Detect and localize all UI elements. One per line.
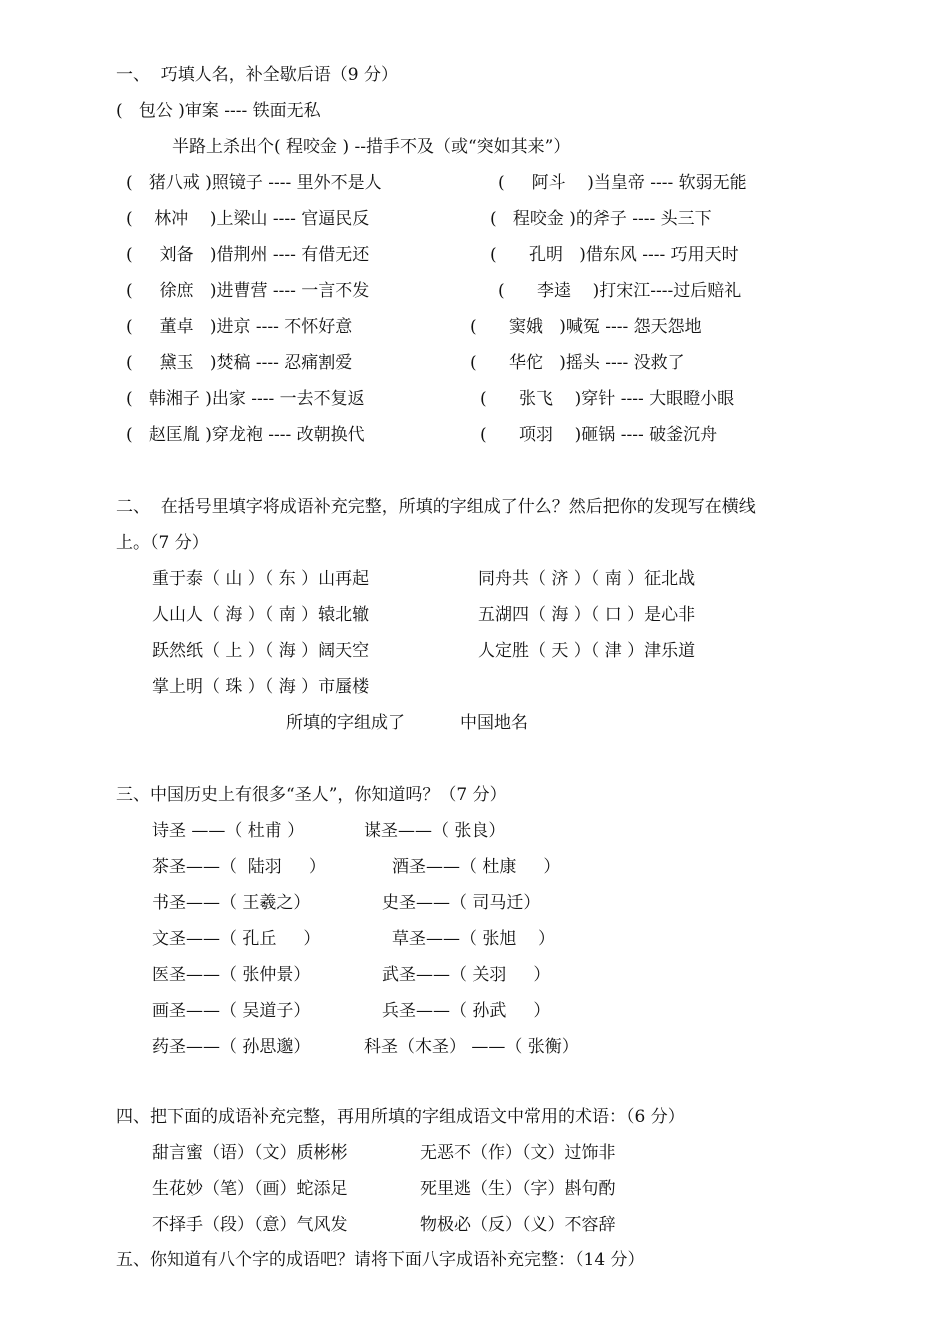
s3-row-1-right: 谋圣——（ 张良） <box>364 821 506 841</box>
s3-row-7-left: 药圣——（ 孙思邈） <box>152 1037 311 1057</box>
s3-row-3-left: 书圣——（ 王羲之） <box>152 893 311 913</box>
s3-row-6-right: 兵圣——（ 孙武 ） <box>382 1001 551 1021</box>
s3-row-6-left: 画圣——（ 吴道子） <box>152 1001 311 1021</box>
s2-row-2-right: 五湖四（ 海 ）（ 口 ）是心非 <box>478 605 696 625</box>
s3-row-5-right: 武圣——（ 关羽 ） <box>382 965 551 985</box>
s2-row-4-left: 掌上明（ 珠 ）（ 海 ）市蜃楼 <box>152 677 370 697</box>
s1-row-4-right: ( 李逵 )打宋江----过后赔礼 <box>498 281 742 301</box>
s1-row-1-left: ( 猪八戒 )照镜子 ---- 里外不是人 <box>126 173 382 193</box>
s1-row-2-left: ( 林冲 )上梁山 ---- 官逼民反 <box>126 209 370 229</box>
s1-row-5-right: ( 窦娥 )喊冤 ---- 怨天怨地 <box>470 317 702 337</box>
s2-result-answer: 中国地名 <box>460 713 528 733</box>
s3-row-7-right: 科圣（木圣） ——（ 张衡） <box>364 1037 579 1057</box>
s2-row-3-left: 跃然纸（ 上 ）（ 海 ）阔天空 <box>152 641 370 661</box>
s2-result-label: 所填的字组成了 <box>286 713 405 733</box>
s4-row-3-right: 物极必（反）（义）不容辞 <box>420 1215 616 1235</box>
s4-row-1-left: 甜言蜜（语）（文）质彬彬 <box>152 1143 348 1163</box>
s2-row-3-right: 人定胜（ 天 ）（ 津 ）津乐道 <box>478 641 696 661</box>
s1-line-2: 半路上杀出个( 程咬金 ) --措手不及（或“突如其来”） <box>172 137 571 157</box>
s1-row-6-right: ( 华佗 )摇头 ---- 没救了 <box>470 353 685 373</box>
s1-row-3-left: ( 刘备 )借荆州 ---- 有借无还 <box>126 245 370 265</box>
s1-row-7-right: ( 张飞 )穿针 ---- 大眼瞪小眼 <box>480 389 735 409</box>
s1-row-2-right: ( 程咬金 )的斧子 ---- 头三下 <box>490 209 712 229</box>
s1-line-1: ( 包公 )审案 ---- 铁面无私 <box>116 101 321 121</box>
s1-row-4-left: ( 徐庶 )进曹营 ---- 一言不发 <box>126 281 370 301</box>
s2-row-1-right: 同舟共（ 济 ）（ 南 ）征北战 <box>478 569 696 589</box>
s1-row-3-right: ( 孔明 )借东风 ---- 巧用天时 <box>490 245 739 265</box>
s4-row-1-right: 无恶不（作）（文）过饰非 <box>420 1143 616 1163</box>
s3-row-2-left: 茶圣——（ 陆羽 ） <box>152 857 326 877</box>
s2-row-1-left: 重于泰（ 山 ）（ 东 ）山再起 <box>152 569 370 589</box>
s1-row-7-left: ( 韩湘子 )出家 ---- 一去不复返 <box>126 389 365 409</box>
section-5-title: 五、你知道有八个字的成语吧？请将下面八字成语补充完整：（14 分） <box>116 1250 645 1270</box>
s3-row-1-left: 诗圣 ——（ 杜甫 ） <box>152 821 305 841</box>
s1-row-5-left: ( 董卓 )进京 ---- 不怀好意 <box>126 317 353 337</box>
section-2-title: 二、 在括号里填字将成语补充完整，所填的字组成了什么？然后把你的发现写在横线 <box>116 497 756 517</box>
s4-row-2-right: 死里逃（生）（字）斟句酌 <box>420 1179 616 1199</box>
s3-row-2-right: 酒圣——（ 杜康 ） <box>392 857 561 877</box>
s1-row-1-right: ( 阿斗 )当皇帝 ---- 软弱无能 <box>498 173 747 193</box>
s1-row-6-left: ( 黛玉 )焚稿 ---- 忍痛割爱 <box>126 353 353 373</box>
s1-row-8-right: ( 项羽 )砸锅 ---- 破釜沉舟 <box>480 425 718 445</box>
s3-row-5-left: 医圣——（ 张仲景） <box>152 965 311 985</box>
s2-row-2-left: 人山人（ 海 ）（ 南 ）辕北辙 <box>152 605 370 625</box>
s1-row-8-left: ( 赵匡胤 )穿龙袍 ---- 改朝换代 <box>126 425 365 445</box>
section-3-title: 三、中国历史上有很多“圣人”，你知道吗？（7 分） <box>116 785 507 805</box>
s4-row-2-left: 生花妙（笔）（画）蛇添足 <box>152 1179 348 1199</box>
s3-row-4-right: 草圣——（ 张旭 ） <box>392 929 556 949</box>
section-1-title: 一、 巧填人名，补全歇后语（9 分） <box>116 65 399 85</box>
s3-row-4-left: 文圣——（ 孔丘 ） <box>152 929 321 949</box>
section-2-title-cont: 上。（7 分） <box>116 533 209 553</box>
section-4-title: 四、把下面的成语补充完整，再用所填的字组成语文中常用的术语：（6 分） <box>116 1107 685 1127</box>
s4-row-3-left: 不择手（段）（意）气风发 <box>152 1215 348 1235</box>
s3-row-3-right: 史圣——（ 司马迁） <box>382 893 541 913</box>
